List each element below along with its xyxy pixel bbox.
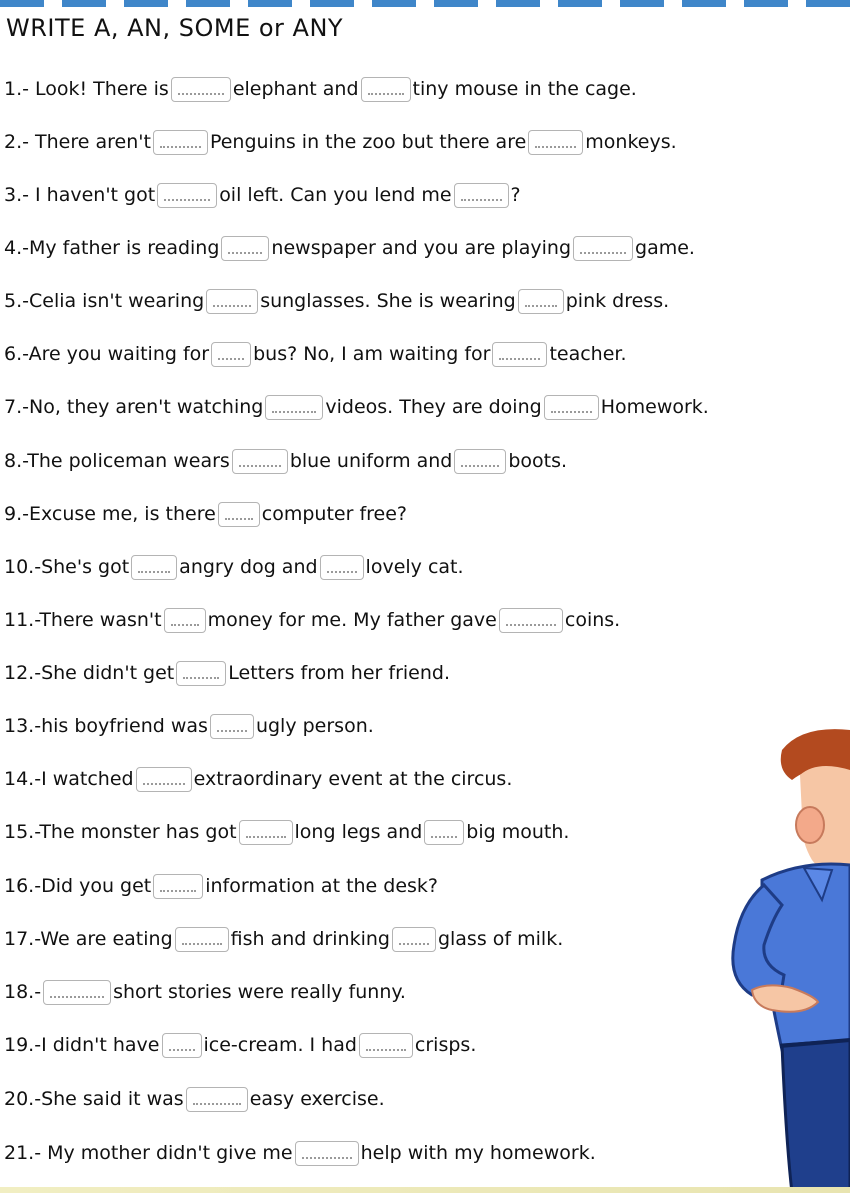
exercise-item-20: [4, 1082, 385, 1116]
top-dashed-border: [0, 0, 850, 7]
answer-blank[interactable]: [186, 1087, 248, 1112]
item-text: 10.-She's got: [4, 556, 130, 578]
answer-blank[interactable]: [424, 820, 464, 845]
item-text: coins.: [564, 609, 621, 631]
item-text: bus? No, I am waiting for: [253, 343, 491, 365]
exercise-item-18: [4, 975, 406, 1009]
exercise-item-16: [4, 869, 438, 903]
pants-shape: [782, 1040, 850, 1193]
answer-blank[interactable]: [157, 183, 217, 208]
item-text: Letters from her friend.: [228, 662, 450, 684]
answer-blank[interactable]: [265, 395, 323, 420]
answer-blank[interactable]: [206, 289, 258, 314]
item-text: elephant and: [232, 78, 359, 100]
item-text: computer free?: [261, 503, 407, 525]
item-text: 12.-She didn't get: [4, 662, 175, 684]
answer-blank[interactable]: [499, 608, 563, 633]
answer-blank[interactable]: [176, 661, 226, 686]
answer-blank[interactable]: [211, 342, 251, 367]
item-text: money for me. My father gave: [207, 609, 497, 631]
item-text: ?: [510, 184, 521, 206]
item-text: help with my homework.: [360, 1142, 596, 1164]
cartoon-boy-illustration: [722, 720, 850, 1193]
exercise-item-7: [4, 390, 709, 424]
exercise-item-19: [4, 1028, 476, 1062]
item-text: teacher.: [549, 343, 627, 365]
item-text: information at the desk?: [205, 875, 439, 897]
answer-blank[interactable]: [392, 927, 436, 952]
answer-blank[interactable]: [210, 714, 254, 739]
item-text: angry dog and: [179, 556, 318, 578]
item-text: ugly person.: [255, 715, 374, 737]
item-text: 4.-My father is reading: [4, 237, 220, 259]
exercise-item-10: [4, 550, 464, 584]
answer-blank[interactable]: [320, 555, 364, 580]
answer-blank[interactable]: [153, 874, 203, 899]
answer-blank[interactable]: [492, 342, 547, 367]
item-text: 20.-She said it was: [4, 1088, 184, 1110]
exercise-item-12: [4, 656, 450, 690]
answer-blank[interactable]: [295, 1141, 359, 1166]
item-text: monkeys.: [585, 131, 677, 153]
ear-shape: [796, 807, 824, 843]
exercise-item-14: [4, 762, 512, 796]
exercise-item-9: [4, 497, 407, 531]
answer-blank[interactable]: [221, 236, 269, 261]
exercise-item-11: [4, 603, 620, 637]
item-text: newspaper and you are playing: [271, 237, 572, 259]
item-text: lovely cat.: [365, 556, 464, 578]
item-text: 9.-Excuse me, is there: [4, 503, 216, 525]
item-text: 6.-Are you waiting for: [4, 343, 210, 365]
exercise-item-5: [4, 284, 669, 318]
item-text: 19.-I didn't have: [4, 1034, 160, 1056]
item-text: 2.- There aren't: [4, 131, 151, 153]
item-text: pink dress.: [565, 290, 670, 312]
answer-blank[interactable]: [544, 395, 599, 420]
answer-blank[interactable]: [518, 289, 564, 314]
answer-blank[interactable]: [454, 183, 509, 208]
item-text: game.: [635, 237, 695, 259]
item-text: Penguins in the zoo but there are: [209, 131, 527, 153]
item-text: 1.- Look! There is: [4, 78, 169, 100]
answer-blank[interactable]: [573, 236, 633, 261]
item-text: long legs and: [294, 821, 423, 843]
answer-blank[interactable]: [175, 927, 229, 952]
answer-blank[interactable]: [528, 130, 583, 155]
answer-blank[interactable]: [239, 820, 293, 845]
shirt-shape: [762, 864, 850, 1050]
item-text: 21.- My mother didn't give me: [4, 1142, 293, 1164]
item-text: crisps.: [414, 1034, 477, 1056]
exercise-item-21: [4, 1136, 596, 1170]
exercise-item-13: [4, 709, 374, 743]
item-text: 5.-Celia isn't wearing: [4, 290, 205, 312]
exercise-item-4: [4, 231, 695, 265]
answer-blank[interactable]: [164, 608, 206, 633]
exercise-item-2: [4, 125, 677, 159]
item-text: oil left. Can you lend me: [219, 184, 452, 206]
item-text: 11.-There wasn't: [4, 609, 162, 631]
answer-blank[interactable]: [361, 77, 411, 102]
item-text: short stories were really funny.: [113, 981, 406, 1003]
item-text: glass of milk.: [437, 928, 564, 950]
exercise-item-1: [4, 72, 637, 106]
item-text: easy exercise.: [249, 1088, 385, 1110]
item-text: 3.- I haven't got: [4, 184, 156, 206]
item-text: boots.: [508, 450, 568, 472]
item-text: ice-cream. I had: [203, 1034, 357, 1056]
answer-blank[interactable]: [454, 449, 506, 474]
item-text: Homework.: [600, 396, 709, 418]
answer-blank[interactable]: [43, 980, 111, 1005]
exercise-item-3: [4, 178, 521, 212]
item-text: 8.-The policeman wears: [4, 450, 230, 472]
exercise-item-17: [4, 922, 563, 956]
item-text: videos. They are doing: [325, 396, 542, 418]
worksheet-title: WRITE A, AN, SOME or ANY: [6, 14, 344, 42]
item-text: 15.-The monster has got: [4, 821, 237, 843]
item-text: 13.-his boyfriend was: [4, 715, 208, 737]
item-text: big mouth.: [466, 821, 570, 843]
item-text: extraordinary event at the circus.: [193, 768, 513, 790]
item-text: 18.-: [4, 981, 42, 1003]
item-text: tiny mouse in the cage.: [412, 78, 637, 100]
answer-blank[interactable]: [359, 1033, 413, 1058]
answer-blank[interactable]: [162, 1033, 202, 1058]
item-text: blue uniform and: [289, 450, 453, 472]
item-text: 16.-Did you get: [4, 875, 152, 897]
item-text: 17.-We are eating: [4, 928, 173, 950]
exercise-item-6: [4, 337, 627, 371]
item-text: 14.-I watched: [4, 768, 134, 790]
answer-blank[interactable]: [218, 502, 260, 527]
exercise-item-15: [4, 815, 569, 849]
answer-blank[interactable]: [136, 767, 192, 792]
bottom-strip: [0, 1187, 850, 1193]
item-text: sunglasses. She is wearing: [260, 290, 516, 312]
answer-blank[interactable]: [232, 449, 288, 474]
item-text: 7.-No, they aren't watching: [4, 396, 264, 418]
answer-blank[interactable]: [171, 77, 231, 102]
answer-blank[interactable]: [153, 130, 208, 155]
exercise-item-8: [4, 444, 567, 478]
answer-blank[interactable]: [131, 555, 177, 580]
item-text: fish and drinking: [230, 928, 390, 950]
